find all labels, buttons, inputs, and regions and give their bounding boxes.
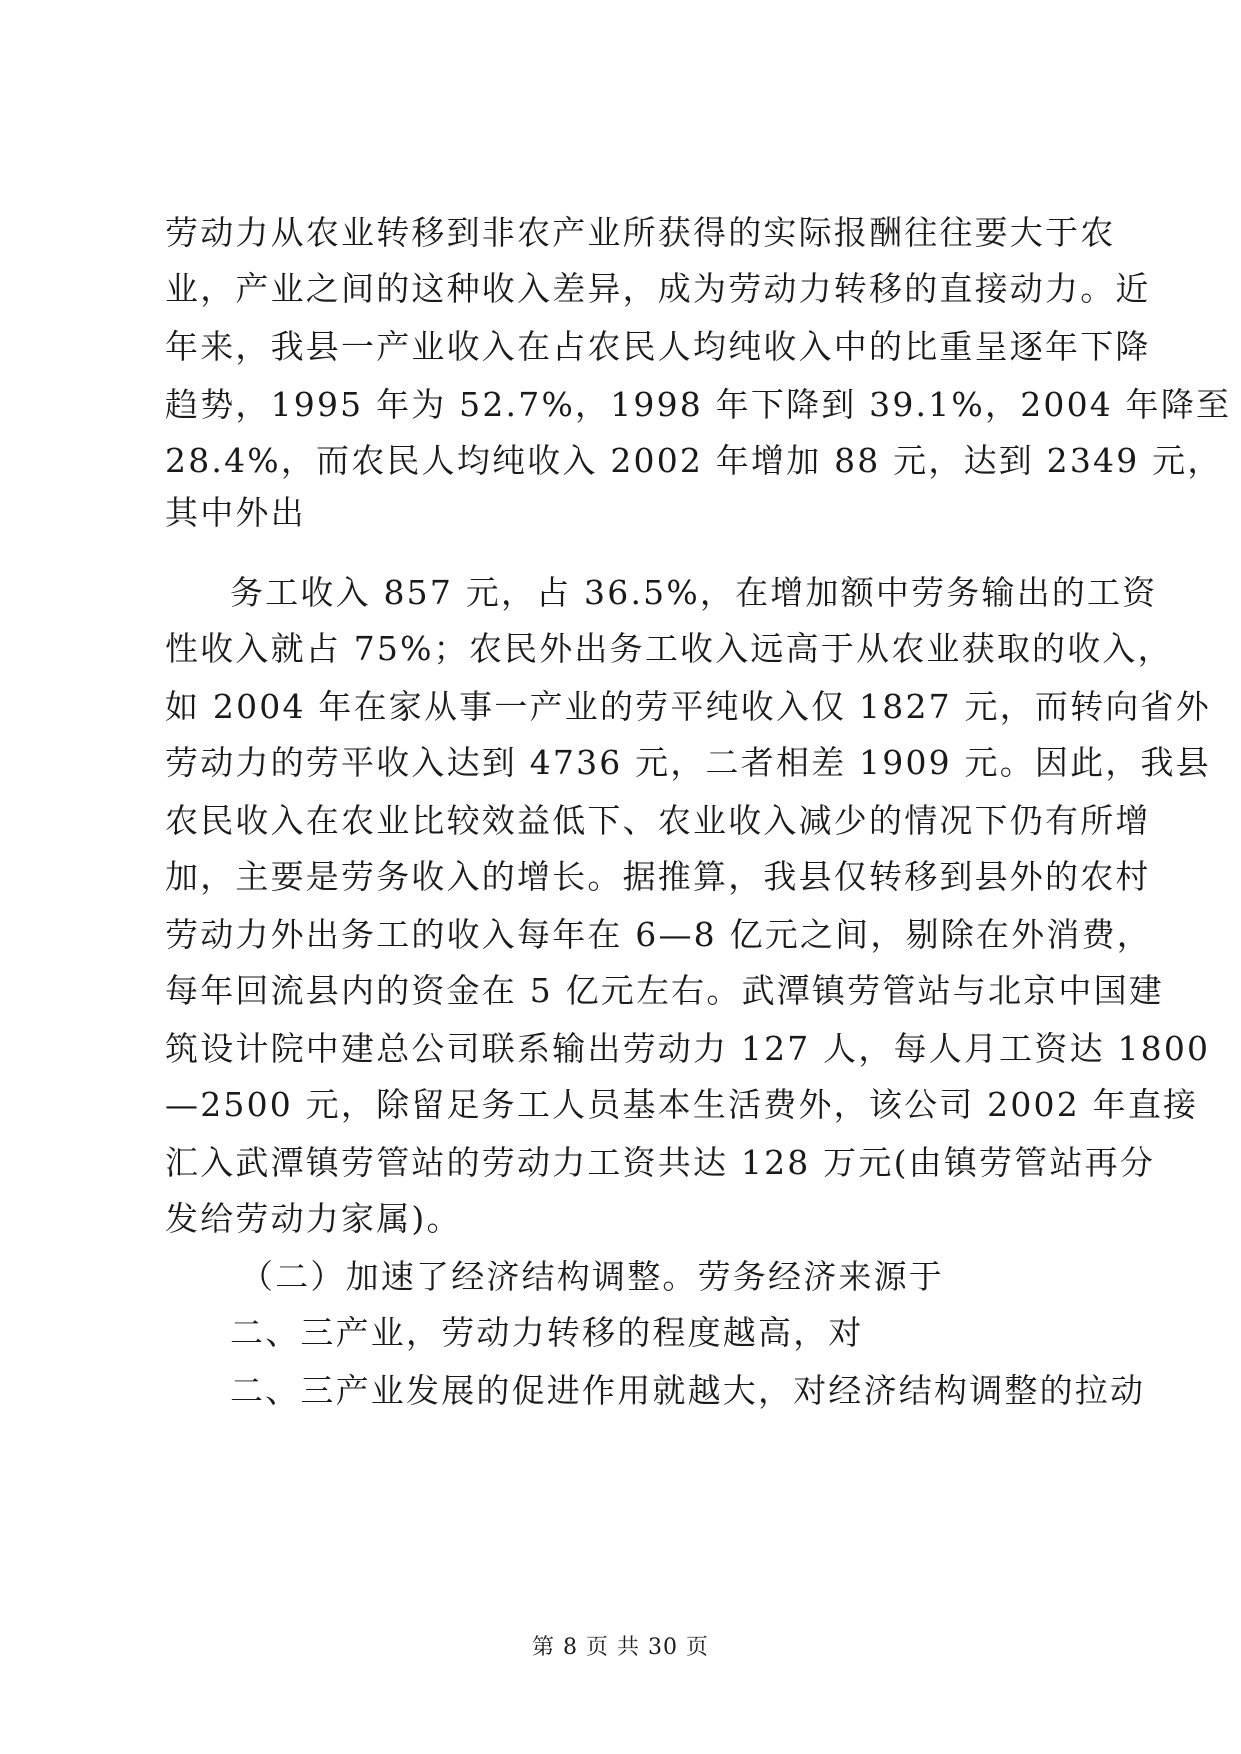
section-heading: （二）加速了经济结构调整。劳务经济来源于 — [240, 1257, 944, 1296]
body-line-21: 二、三产业发展的促进作用就越大，对经济结构调整的拉动 — [230, 1371, 1146, 1410]
page-number-footer: 第 8 页 共 30 页 — [532, 1635, 709, 1660]
body-line-6: 其中外出 — [165, 493, 306, 532]
body-line-5: 28.4%，而农民人均纯收入 2002 年增加 88 元，达到 2349 元， — [165, 441, 1223, 480]
body-line-20: 二、三产业，劳动力转移的程度越高，对 — [230, 1313, 864, 1352]
body-line-9: 如 2004 年在家从事一产业的劳平纯收入仅 1827 元，而转向省外 — [165, 687, 1211, 726]
body-line-16: —2500 元，除留足务工人员基本生活费外，该公司 2002 年直接 — [165, 1085, 1199, 1124]
body-line-17: 汇入武潭镇劳管站的劳动力工资共达 128 万元(由镇劳管站再分 — [165, 1143, 1156, 1182]
body-line-12: 加，主要是劳务收入的增长。据推算，我县仅转移到县外的农村 — [165, 857, 1151, 896]
body-line-4: 趋势，1995 年为 52.7%，1998 年下降到 39.1%，2004 年降至 — [165, 385, 1232, 424]
body-line-2: 业，产业之间的这种收入差异，成为劳动力转移的直接动力。近 — [165, 269, 1151, 308]
body-line-13: 劳动力外出务工的收入每年在 6—8 亿元之间，剔除在外消费， — [165, 915, 1152, 954]
body-line-15: 筑设计院中建总公司联系输出劳动力 127 人，每人月工资达 1800 — [165, 1029, 1211, 1068]
body-line-1: 劳动力从农业转移到非农产业所获得的实际报酬往往要大于农 — [165, 213, 1116, 252]
body-line-7: 务工收入 857 元，占 36.5%，在增加额中劳务输出的工资 — [230, 573, 1158, 612]
body-line-3: 年来，我县一产业收入在占农民人均纯收入中的比重呈逐年下降 — [165, 327, 1151, 366]
body-line-18: 发给劳动力家属)。 — [165, 1199, 462, 1238]
body-line-14: 每年回流县内的资金在 5 亿元左右。武潭镇劳管站与北京中国建 — [165, 971, 1164, 1010]
body-line-8: 性收入就占 75%；农民外出务工收入远高于从农业获取的收入， — [165, 629, 1173, 668]
body-line-11: 农民收入在农业比较效益低下、农业收入减少的情况下仍有所增 — [165, 801, 1151, 840]
body-line-10: 劳动力的劳平收入达到 4736 元，二者相差 1909 元。因此，我县 — [165, 743, 1211, 782]
